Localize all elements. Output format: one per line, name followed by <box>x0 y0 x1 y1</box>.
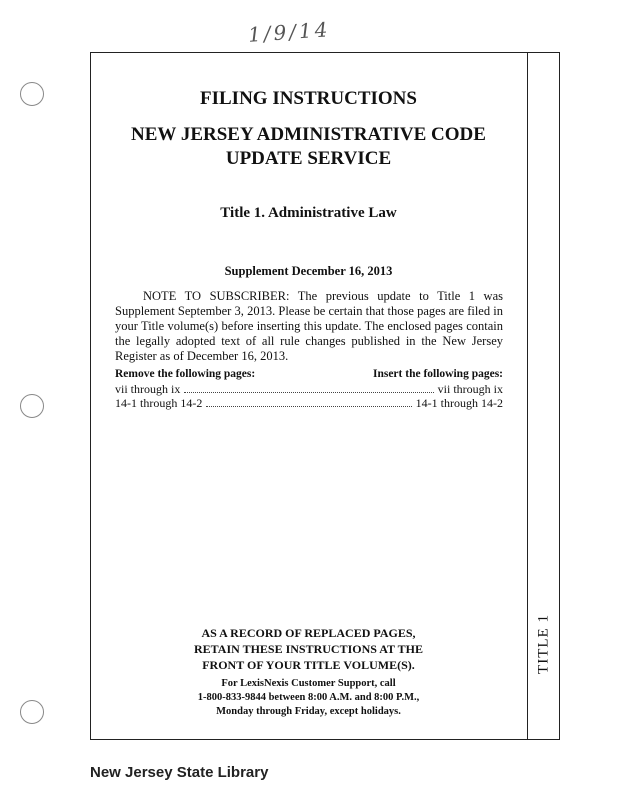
binder-hole <box>20 700 44 724</box>
handwritten-date: 1/9/14 <box>247 17 332 47</box>
binder-hole <box>20 82 44 106</box>
insert-pages: 14-1 through 14-2 <box>415 396 503 410</box>
subscriber-note: NOTE TO SUBSCRIBER: The previous update to Title 1 was Supplement September 3, 2013. Please be certain that those pages are filed in your Title volume(s) before inserting this update. The enclosed pages contain the legally adopted text of all rule changes published in the New Jersey Register as of December 16, 2013. <box>115 289 503 363</box>
page-row <box>115 382 503 397</box>
library-stamp: New Jersey State Library <box>90 764 269 781</box>
insert-pages: vii through ix <box>437 382 503 396</box>
support-line: For LexisNexis Customer Support, call <box>221 678 396 689</box>
record-line: RETAIN THESE INSTRUCTIONS AT THE <box>194 642 423 656</box>
support-info <box>90 677 527 719</box>
record-line: AS A RECORD OF REPLACED PAGES, <box>201 626 416 640</box>
record-line: FRONT OF YOUR TITLE VOLUME(S). <box>202 658 415 672</box>
binder-hole <box>20 394 44 418</box>
support-line: Monday through Friday, except holidays. <box>216 706 401 717</box>
title-tab <box>528 604 560 684</box>
title-heading: Title 1. Administrative Law <box>220 205 397 221</box>
tab-label: TITLE 1 <box>535 614 552 674</box>
filing-heading: FILING INSTRUCTIONS <box>200 88 417 109</box>
code-heading-line2: UPDATE SERVICE <box>225 148 392 169</box>
remove-pages: vii through ix <box>115 382 181 396</box>
support-phone: 1-800-833-9844 between 8:00 A.M. and 8:00 P.M., <box>197 692 420 703</box>
insert-header: Insert the following pages: <box>372 368 503 380</box>
remove-pages: 14-1 through 14-2 <box>115 396 203 410</box>
record-notice <box>90 625 527 673</box>
remove-header: Remove the following pages: <box>115 368 256 380</box>
supplement-date: Supplement December 16, 2013 <box>224 264 393 278</box>
code-heading-line1: NEW JERSEY ADMINISTRATIVE CODE <box>131 124 486 145</box>
leader-dots <box>206 396 411 407</box>
leader-dots <box>184 382 433 393</box>
page-row <box>115 396 503 411</box>
